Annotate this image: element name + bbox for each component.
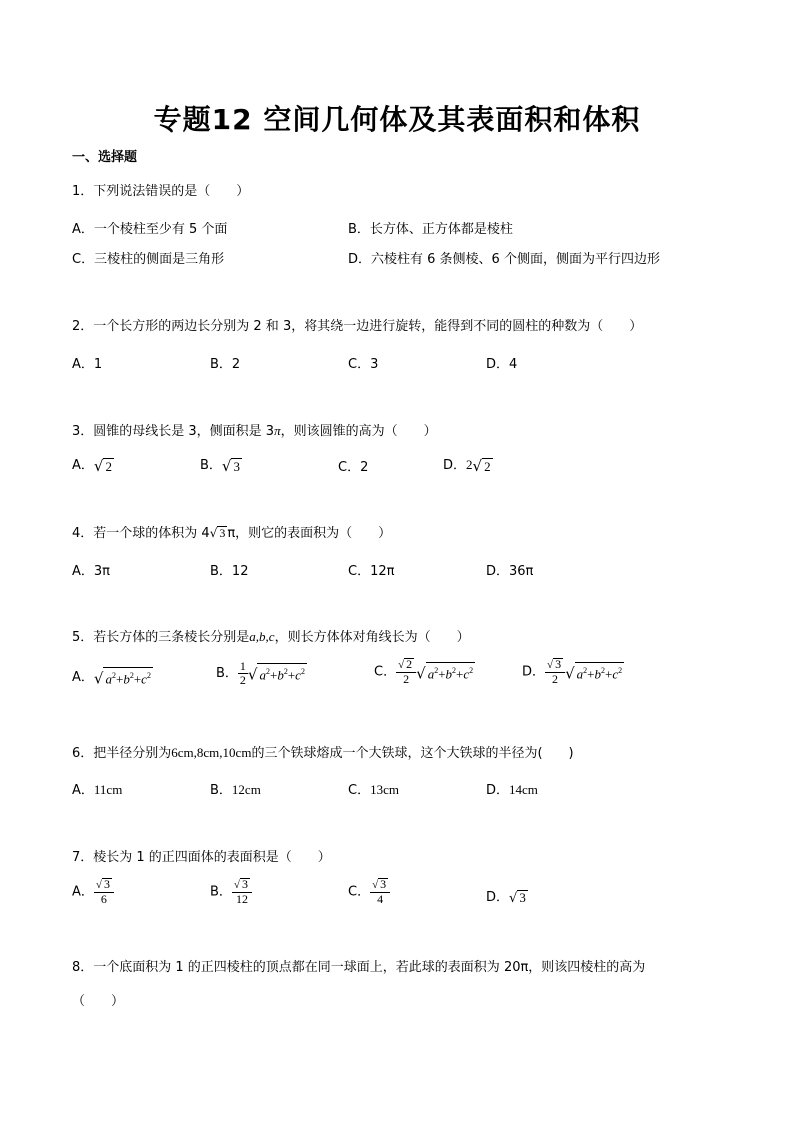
fraction: $\frac{√ 3}{6}$: [94, 878, 114, 906]
radii-values: 6cm,8cm,10cm: [171, 745, 252, 760]
radicand: 2: [105, 458, 112, 474]
question-4-option-b: B．12: [210, 564, 249, 579]
question-5-option-a: [72, 666, 153, 688]
radical-sign: √: [209, 526, 218, 540]
question-5-stem: [72, 626, 470, 645]
question-3-option-b: [200, 454, 242, 475]
option-label: B．: [216, 666, 238, 681]
radical-sign: √: [565, 664, 575, 683]
question-7-option-b: B． $\frac{√ 3}{12}$: [210, 878, 252, 906]
question-3-stem-post: ，则该圆锥的高为（ ）: [280, 424, 437, 439]
option-label: D．: [522, 664, 546, 680]
radical-sign: √: [221, 456, 232, 475]
sqrt-expression: [565, 662, 624, 682]
sqrt-expression: [210, 526, 228, 541]
question-7-option-c: C． $\frac{√ 3}{4}$: [348, 878, 390, 906]
radical-sign: √: [247, 665, 258, 684]
question-6-stem: [72, 742, 574, 761]
option-label: C．: [338, 460, 361, 475]
question-1-option-c: C．三棱柱的侧面是三角形: [72, 252, 225, 267]
radical-sign: √: [93, 456, 104, 475]
sqrt-expression: [473, 457, 493, 475]
section-heading: 一、选择题: [72, 150, 138, 165]
option-value: 2: [360, 460, 369, 475]
fraction: $\frac{√ 3}{2}$: [545, 658, 565, 686]
sqrt-expression: [416, 662, 475, 682]
option-label: D．: [443, 458, 467, 473]
sqrt-expression: [222, 457, 242, 475]
question-2-option-b: B．2: [210, 357, 241, 372]
question-2-stem: 2．一个长方形的两边长分别为 2 和 3，将其绕一边进行旋转，能得到不同的圆柱的种数为（ ）: [72, 319, 643, 334]
question-3-option-a: [72, 454, 114, 475]
pi-symbol: π: [274, 423, 281, 438]
radicand: $a^2+b^2+c^2$: [103, 667, 152, 687]
question-6-option-c: C．13cm: [348, 782, 399, 798]
coefficient: 2: [466, 457, 473, 472]
fraction: $\frac{√ 3}{12}$: [232, 878, 252, 906]
radical-sign: √: [416, 664, 426, 683]
question-3-option-c: [338, 456, 368, 475]
radicand: $a^2+b^2+c^2$: [426, 662, 475, 682]
radicand: $a^2+b^2+c^2$: [257, 663, 306, 683]
question-8-stem-line-1: 8．一个底面积为 1 的正四棱柱的顶点都在同一球面上，若此球的表面积为 20π，则该四棱柱的高为: [72, 960, 646, 975]
sqrt-expression: [94, 667, 153, 687]
question-4-option-d: D．36π: [486, 564, 534, 579]
question-5-option-d: [522, 658, 624, 686]
radicand: 2: [484, 458, 491, 474]
question-1-option-a: A．一个棱柱至少有 5 个面: [72, 222, 228, 237]
question-5-option-c: [374, 658, 475, 686]
question-1-option-d: D．六棱柱有 6 条侧棱、6 个侧面，侧面为平行四边形: [348, 252, 660, 267]
question-5-stem-post: ，则长方体体对角线长为（ ）: [274, 630, 470, 645]
fraction: $\frac{√ 3}{4}$: [370, 878, 390, 906]
page-title: 专题12 空间几何体及其表面积和体积: [153, 103, 641, 136]
question-6-option-a: A．11cm: [72, 782, 123, 798]
question-2-option-a: A．1: [72, 357, 103, 372]
question-3-stem-pre: 3．圆锥的母线长是 3，侧面积是 3: [72, 424, 275, 439]
variables: a,b,c: [249, 629, 275, 644]
sqrt-expression: [248, 663, 307, 683]
question-6-option-b: B．12cm: [210, 782, 261, 798]
question-4-option-c: C．12π: [348, 564, 395, 579]
question-1-option-b: B．长方体、正方体都是棱柱: [348, 222, 513, 237]
sqrt-expression: [94, 457, 114, 475]
sqrt-expression: √ 3: [509, 889, 526, 906]
question-2-option-c: C．3: [348, 357, 379, 372]
radicand: $a^2+b^2+c^2$: [575, 662, 624, 682]
fraction: $\frac{√ 2}{2}$: [396, 658, 416, 686]
question-6-stem-post: 的三个铁球熔成一个大铁球，这个大铁球的半径为( ): [251, 746, 574, 761]
option-label: B．: [200, 458, 222, 473]
option-label: A．: [72, 458, 94, 473]
question-1-stem: 1．下列说法错误的是（ ）: [72, 184, 250, 199]
radicand: 3: [219, 526, 226, 540]
fraction: $\frac{1}{2}$: [239, 659, 246, 687]
question-7-option-d: D．√ 3: [486, 889, 526, 906]
question-2-option-d: D．4: [486, 357, 518, 372]
question-3-option-d: [443, 454, 493, 475]
question-8-stem-line-2: （ ）: [72, 994, 125, 1009]
option-label: A．: [72, 670, 94, 685]
question-4-option-a: A．3π: [72, 564, 110, 579]
question-6-option-d: D．14cm: [486, 782, 538, 798]
question-7-stem: 7．棱长为 1 的正四面体的表面积是（ ）: [72, 850, 331, 865]
radicand: 3: [233, 458, 240, 474]
question-4-stem: [72, 522, 391, 541]
question-3-stem: [72, 420, 437, 439]
question-7-option-a: A． $\frac{√ 3}{6}$: [72, 878, 114, 906]
question-4-stem-pre: 4．若一个球的体积为 4: [72, 526, 210, 541]
question-4-stem-post: π，则它的表面积为（ ）: [227, 526, 392, 541]
question-5-option-b: [216, 660, 307, 687]
question-5-stem-pre: 5．若长方体的三条棱长分别是: [72, 630, 250, 645]
question-6-stem-pre: 6．把半径分别为: [72, 746, 172, 761]
option-label: C．: [374, 664, 397, 680]
radical-sign: √: [93, 669, 104, 688]
radical-sign: √: [472, 456, 483, 475]
